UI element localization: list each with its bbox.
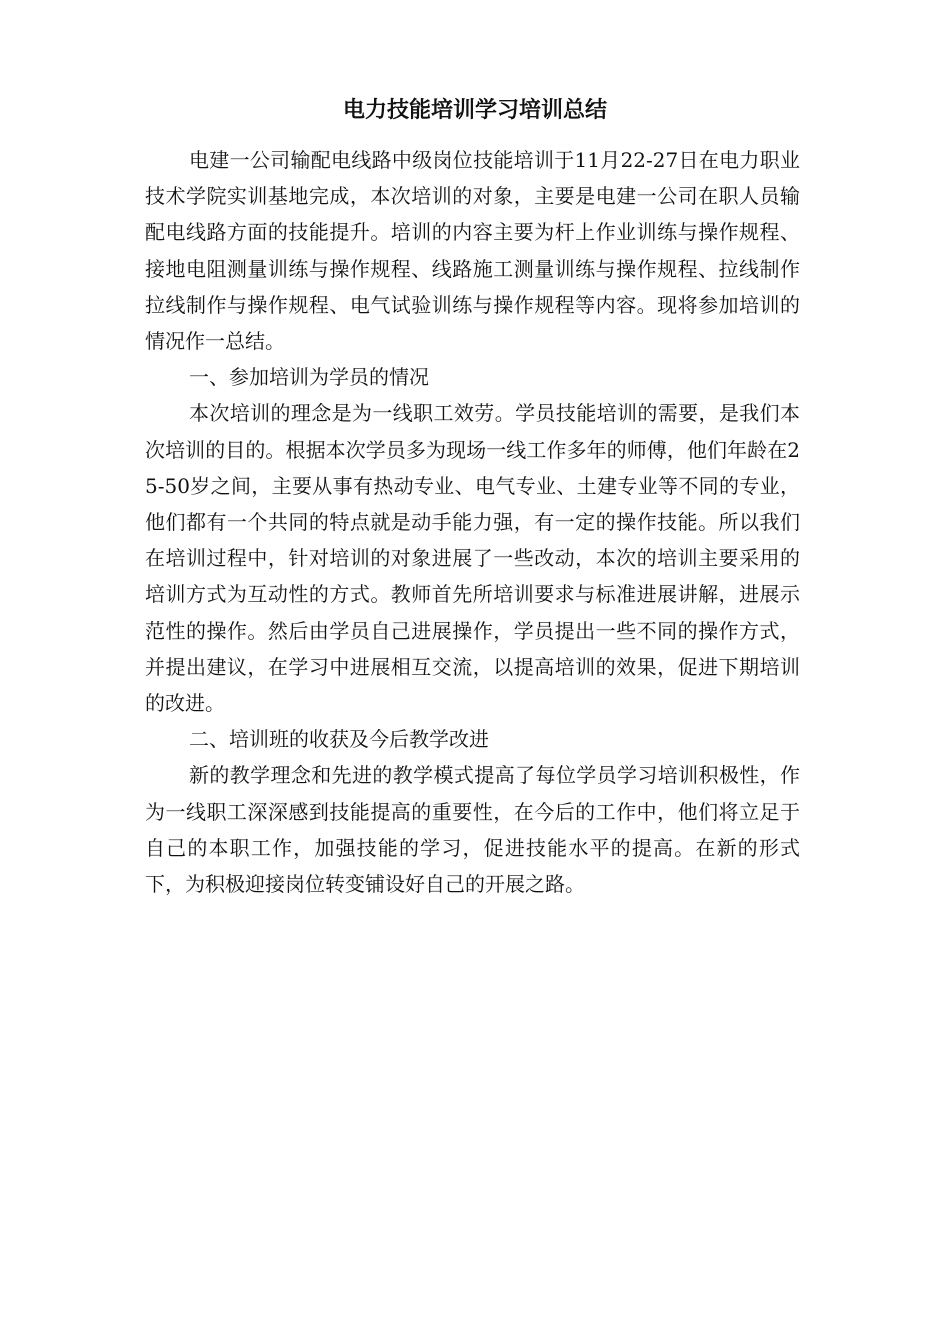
document-title: 电力技能培训学习培训总结 xyxy=(342,97,607,123)
section-2-paragraph: 新的教学理念和先进的教学模式提高了每位学员学习培训积极性，作为一线职工深深感到技能提高的重要性，在今后的工作中，他们将立足于自己的本职工作，加强技能的学习，促进技能水平的提高。在新的形式下，为积极迎接岗位转变铺设好自己的开展之路。 xyxy=(145,763,800,897)
section-heading-2: 二、培训班的收获及今后教学改进 xyxy=(189,727,489,752)
section-heading-1: 一、参加培训为学员的情况 xyxy=(189,365,429,390)
document-body xyxy=(145,142,800,902)
intro-paragraph: 电建一公司输配电线路中级岗位技能培训于11月22-27日在电力职业技术学院实训基地完成，本次培训的对象，主要是电建一公司在职人员输配电线路方面的技能提升。培训的内容主要为杆上作业训练与操作规程、接地电阻测量训练与操作规程、线路施工测量训练与操作规程、拉线制作拉线制作与操作规程、电气试验训练与操作规程等内容。现将参加培训的情况作一总结。 xyxy=(145,148,800,354)
section-1-paragraph: 本次培训的理念是为一线职工效劳。学员技能培训的需要，是我们本次培训的目的。根据本次学员多为现场一线工作多年的师傅，他们年龄在25-50岁之间，主要从事有热动专业、电气专业、土建专业等不同的专业，他们都有一个共同的特点就是动手能力强，有一定的操作技能。所以我们在培训过程中，针对培训的对象进展了一些改动，本次的培训主要采用的培训方式为互动性的方式。教师首先所培训要求与标准进展讲解，进展示范性的操作。然后由学员自己进展操作，学员提出一些不同的操作方式，并提出建议，在学习中进展相互交流，以提高培训的效果，促进下期培训的改进。 xyxy=(145,401,800,716)
